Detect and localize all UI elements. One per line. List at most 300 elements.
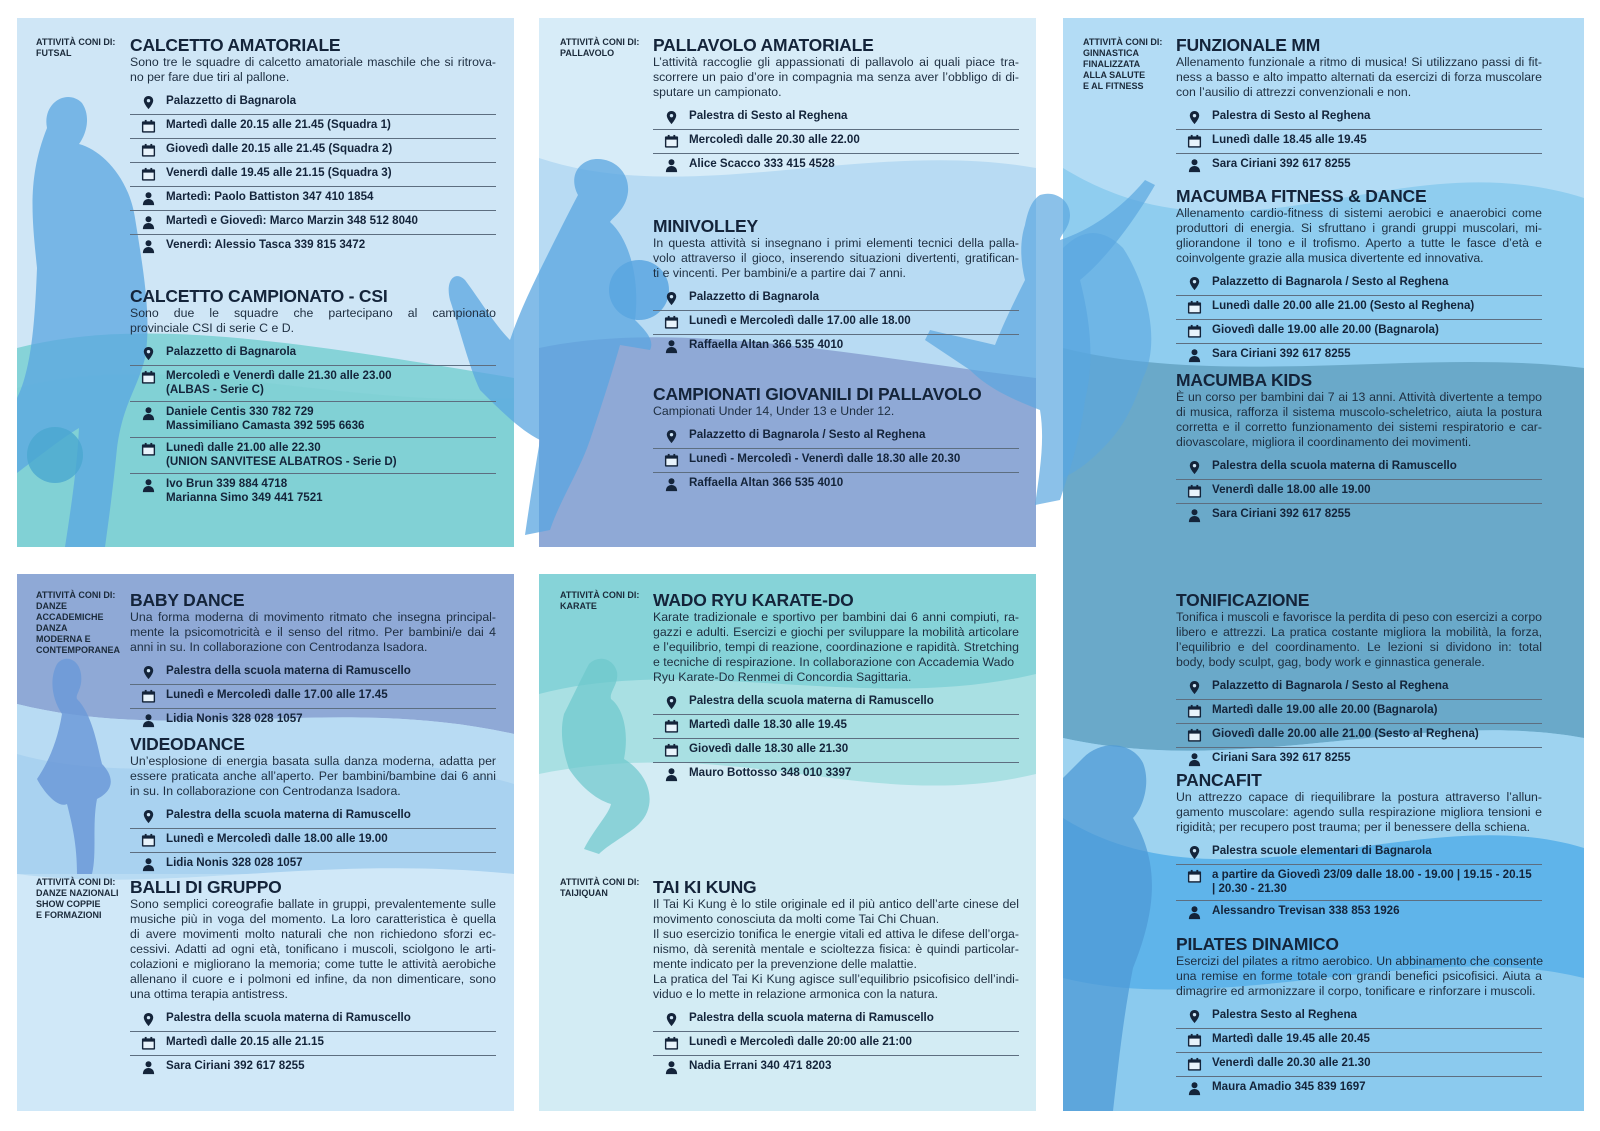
category-label [36,37,131,59]
description-line: sputare un campionato. [653,85,782,99]
info-row [1176,1029,1542,1053]
person-icon [653,1059,689,1075]
info-line: Martedì dalle 19.45 alle 20.45 [1212,1032,1370,1045]
category-line: SHOW COPPIE [36,899,101,909]
person-icon [1176,1080,1212,1096]
activity-info-list [653,1008,1019,1079]
calendar-icon [653,133,689,149]
info-text [689,1035,1019,1049]
calendar-icon [653,742,689,758]
description-line: body, body sculpt, gag, body work e ginnastica generale. [1176,655,1485,669]
description-line: In questa attività si insegnano i primi elementi tecnici della palla- [653,236,1019,250]
description-line: Il Tai Ki Kung è lo stile originale ed il più antico dell’arte cinese del [653,897,1019,911]
info-row [130,1008,496,1032]
category-line: CONTEMPORANEA [36,645,121,655]
activity-title: PILATES DINAMICO [1176,934,1339,954]
info-text [689,452,1019,466]
info-line: (ALBAS - Serie C) [166,383,264,396]
description-line: coinvolgente grazie alla musica divertente ed innovativa. [1176,251,1484,265]
person-icon [130,1059,166,1075]
info-line: Lunedì e Mercoledì dalle 18.00 alle 19.00 [166,832,388,845]
calendar-icon [1176,727,1212,743]
info-line: Palestra scuole elementari di Bagnarola [1212,844,1432,857]
info-text [689,338,1019,352]
activity-info-list [653,106,1019,177]
info-text [689,476,1019,490]
category-line: ATTIVITÀ CONI DI: [36,590,116,600]
info-row [653,130,1019,154]
info-text [1212,1056,1542,1070]
activity-title: CALCETTO AMATORIALE [130,35,341,55]
activity-info-list [130,342,496,509]
description-line: colazioni e migliorano la memoria; come tutte le attività aerobiche [130,957,496,971]
activity-block [1176,770,1542,924]
activity-info-list [130,661,496,732]
activity-info-list [1176,1005,1542,1100]
info-row [130,474,496,509]
info-row [1176,504,1542,527]
description-line: una remise en forme totale con grandi benefici psicofisici. Aiuta a [1176,969,1542,983]
description-line: movimento conosciuta da molti come Tai Chi Chuan. [653,912,940,926]
description-line: corretta e il corretto funzionamento dei sistemi respiratorio e car- [1176,420,1542,434]
info-line: Mercoledì e Venerdì dalle 21.30 alle 23.00 [166,369,392,382]
info-row [130,91,496,115]
info-row [653,106,1019,130]
info-row [653,763,1019,786]
description-line: Sono due le squadre che partecipano al campionato [130,306,496,320]
info-row [130,115,496,139]
map-pin-icon [1176,275,1212,291]
info-row [1176,1053,1542,1077]
info-row [1176,724,1542,748]
map-pin-icon [130,808,166,824]
description-line: anni in su. In collaborazione con Centrodanza Isadora. [130,640,428,654]
calendar-icon [1176,1032,1212,1048]
activity-description [130,610,496,655]
person-icon [130,856,166,872]
description-line: produttori di energia. Si sfruttano i grandi gruppi muscolari, mi- [1176,221,1542,235]
description-line: diovascolare, migliora il coordinamento dei movimenti. [1176,435,1472,449]
category-line: E AL FITNESS [1083,81,1144,91]
category-line: MODERNA E [36,634,91,644]
calendar-icon [130,688,166,704]
info-line: Lunedì e Mercoledì dalle 17.00 alle 17.45 [166,688,388,701]
description-line: di avere movimenti molto naturali che non richiedono sforzi ec- [130,927,496,941]
info-row [653,154,1019,177]
activity-title: WADO RYU KARATE-DO [653,590,854,610]
info-row [1176,901,1542,924]
description-line: provinciale CSI di serie C e D. [130,321,295,335]
info-text [166,238,496,252]
activity-title: MACUMBA KIDS [1176,370,1312,390]
info-line: Palestra della scuola materna di Ramuscello [166,1011,411,1024]
activity-title: MACUMBA FITNESS & DANCE [1176,186,1427,206]
info-row [1176,344,1542,367]
person-icon [130,214,166,230]
info-line: Lunedì - Mercoledì - Venerdì dalle 18.30 alle 20.30 [689,452,961,465]
info-text [1212,157,1542,171]
calendar-icon [653,718,689,734]
info-line: Palazzetto di Bagnarola / Sesto al Reghena [689,428,926,441]
info-line: Martedì: Paolo Battiston 347 410 1854 [166,190,374,203]
description-line: nismo, dà serenità mentale e scioltezza fisica: è quindi particolar- [653,942,1019,956]
calendar-icon [130,441,166,457]
info-text [1212,751,1542,765]
calendar-icon [1176,323,1212,339]
description-line: essere praticata anche all’aperto. Per bambini/bambine dai 6 anni [130,769,496,783]
info-text [689,718,1019,732]
info-row [1176,296,1542,320]
info-row [130,438,496,474]
description-line: Campionati Under 14, Under 13 e Under 12. [653,404,895,418]
activity-info-list [130,1008,496,1079]
description-line: cessivi. Adatti ad ogni età, tonificano i muscoli, sciolgono le arti- [130,942,496,956]
info-row [653,335,1019,358]
category-line: DANZA [36,623,68,633]
person-icon [130,477,166,493]
info-row [1176,480,1542,504]
info-line: a partire da Giovedì 23/09 dalle 18.00 - 19.00 | 19.15 - 20.15 [1212,868,1532,881]
info-text [166,688,496,702]
category-line: TAIJIQUAN [560,888,608,898]
activity-description [130,897,496,1002]
map-pin-icon [130,664,166,680]
activity-description [1176,390,1542,450]
info-line: Palazzetto di Bagnarola / Sesto al Reghena [1212,679,1449,692]
activity-block [1176,186,1542,367]
info-text [166,1059,496,1073]
info-line: Palestra della scuola materna di Ramuscello [689,1011,934,1024]
info-text [166,369,496,397]
description-line: L’attività raccoglie gli appassionati di pallavolo ai quali piace tra- [653,55,1019,69]
info-row [653,1056,1019,1079]
info-line: Palazzetto di Bagnarola [689,290,820,303]
info-row [130,187,496,211]
info-row [130,709,496,732]
info-line: Giovedì dalle 20.15 alle 21.45 (Squadra 2) [166,142,393,155]
info-row [130,235,496,258]
activity-info-list [130,805,496,876]
info-row [130,685,496,709]
description-line: Sono semplici coreografie ballate in gruppi, prevalentemente sulle [130,897,496,911]
description-line: gamento muscolare: agendo sulla respirazione migliora tensioni e [1176,805,1542,819]
info-line: Palazzetto di Bagnarola [166,345,297,358]
person-icon [1176,157,1212,173]
activity-info-list [1176,841,1542,924]
activity-description [130,55,496,85]
description-line: rigidità; per recupero post trauma; per il benessere della schiena. [1176,820,1531,834]
map-pin-icon [653,428,689,444]
map-pin-icon [1176,844,1212,860]
activity-title: FUNZIONALE MM [1176,35,1321,55]
person-icon [653,338,689,354]
info-row [1176,841,1542,865]
info-row [653,691,1019,715]
info-row [1176,1077,1542,1100]
calendar-icon [653,452,689,468]
calendar-icon [1176,133,1212,149]
info-text [166,345,496,359]
calendar-icon [130,369,166,385]
info-text [689,694,1019,708]
description-line: in su. In collaborazione con Centrodanza Isadora. [130,784,401,798]
calendar-icon [1176,299,1212,315]
info-line: Martedì dalle 19.00 alle 20.00 (Bagnarola) [1212,703,1438,716]
map-pin-icon [130,94,166,110]
info-line: Palestra di Sesto al Reghena [689,109,848,122]
activity-title: CAMPIONATI GIOVANILI DI PALLAVOLO [653,384,982,404]
info-text [166,664,496,678]
info-text [1212,275,1542,289]
activity-title: PALLAVOLO AMATORIALE [653,35,874,55]
info-line: Palestra della scuola materna di Ramuscello [166,664,411,677]
category-label [560,37,655,59]
info-text [166,118,496,132]
map-pin-icon [1176,679,1212,695]
activity-info-list [1176,272,1542,367]
activity-title: MINIVOLLEY [653,216,758,236]
info-line: Martedì dalle 20.15 alle 21.45 (Squadra 1) [166,118,391,131]
activity-block [1176,35,1542,177]
activity-info-list [1176,676,1542,771]
calendar-icon [130,166,166,182]
description-line: no per fare due tiri al pallone. [130,70,290,84]
activity-description [1176,954,1542,999]
description-line: Una forma moderna di movimento ritmato che insegna principal- [130,610,496,624]
info-row [1176,676,1542,700]
person-icon [130,238,166,254]
info-row [130,366,496,402]
info-row [653,287,1019,311]
description-line: scorrere un paio d’ore in compagnia ma senza aver l’obbligo di di- [653,70,1019,84]
activity-description [130,306,496,336]
info-line: Palestra della scuola materna di Ramuscello [689,694,934,707]
info-text [166,832,496,846]
description-line: Tonifica i muscoli e favorisce la perdita di peso con esercizi a corpo [1176,610,1542,624]
info-row [130,211,496,235]
info-line: Lidia Nonis 328 028 1057 [166,856,303,869]
activity-description [130,754,496,799]
info-line: Sara Ciriani 392 617 8255 [1212,507,1351,520]
info-text [166,214,496,228]
info-line: Marianna Simo 349 441 7521 [166,491,323,504]
person-icon [1176,507,1212,523]
info-line: (UNION SANVITESE ALBATROS - Serie D) [166,455,397,468]
info-row [130,829,496,853]
category-label [560,877,655,899]
info-text [1212,323,1542,337]
info-text [1212,1080,1542,1094]
info-row [130,342,496,366]
info-text [166,405,496,433]
info-line: Venerdì dalle 19.45 alle 21.15 (Squadra 3) [166,166,392,179]
map-pin-icon [653,1011,689,1027]
info-line: Palestra della scuola materna di Ramuscello [1212,459,1457,472]
info-text [166,1011,496,1025]
person-icon [130,712,166,728]
info-row [653,425,1019,449]
info-text [166,166,496,180]
activity-info-list [1176,456,1542,527]
description-line: una ottima terapia antistress. [130,987,288,1001]
info-line: Venerdì dalle 20.30 alle 21.30 [1212,1056,1371,1069]
activity-description [1176,610,1542,670]
category-label [560,590,655,612]
category-line: FUTSAL [36,48,72,58]
info-row [653,739,1019,763]
info-row [653,1008,1019,1032]
description-line: libero e attrezzi. La pratica costante migliora la mobilità, la forza, [1176,625,1542,639]
info-line: Maura Amadio 345 839 1697 [1212,1080,1366,1093]
activity-info-list [653,287,1019,358]
info-line: Venerdì: Alessio Tasca 339 815 3472 [166,238,366,251]
description-line: Un’esplosione di energia basata sulla danza moderna, adatta per [130,754,496,768]
description-line: ti e vincenti. Per bambini/e a partire dai 7 anni. [653,266,906,280]
info-line: Alessandro Trevisan 338 853 1926 [1212,904,1400,917]
info-line: Lunedì dalle 18.45 alle 19.45 [1212,133,1367,146]
info-text [689,1059,1019,1073]
activity-block [653,384,1019,496]
info-text [1212,1032,1542,1046]
info-row [1176,320,1542,344]
activity-description [653,236,1019,281]
info-line: Lidia Nonis 328 028 1057 [166,712,303,725]
info-row [130,805,496,829]
map-pin-icon [1176,109,1212,125]
info-row [653,449,1019,473]
info-line: Lunedì dalle 21.00 alle 22.30 [166,441,321,454]
info-text [166,712,496,726]
info-text [1212,507,1542,521]
activity-block [130,590,496,732]
info-text [1212,868,1542,896]
person-icon [653,157,689,173]
category-line: ATTIVITÀ CONI DI: [36,37,116,47]
activity-block [653,590,1019,786]
activity-info-list [1176,106,1542,177]
category-label [36,590,131,656]
info-text [1212,904,1542,918]
map-pin-icon [1176,1008,1212,1024]
activity-block [653,216,1019,358]
description-line: con l’ausilio di attrezzi convenzionali e non. [1176,85,1412,99]
category-line: KARATE [560,601,597,611]
info-line: Sara Ciriani 392 617 8255 [1212,347,1351,360]
info-text [166,808,496,822]
info-line: Palestra della scuola materna di Ramuscello [166,808,411,821]
activity-info-list [130,91,496,258]
category-label [1083,37,1178,92]
info-text [166,1035,496,1049]
person-icon [653,476,689,492]
info-row [653,311,1019,335]
description-line: volo attraverso il gioco, inserendo situazioni divertenti, gratifican- [653,251,1019,265]
info-line: Raffaella Altan 366 535 4010 [689,476,844,489]
activity-title: TONIFICAZIONE [1176,590,1310,610]
category-line: ATTIVITÀ CONI DI: [560,37,640,47]
info-text [1212,299,1542,313]
description-line: Sono tre le squadre di calcetto amatoriale maschile che si ritrova- [130,55,496,69]
info-row [1176,1005,1542,1029]
info-row [1176,700,1542,724]
info-text [166,856,496,870]
map-pin-icon [1176,459,1212,475]
person-icon [653,766,689,782]
info-row [1176,272,1542,296]
category-line: ALLA SALUTE [1083,70,1146,80]
activity-block [1176,370,1542,527]
activity-title: CALCETTO CAMPIONATO - CSI [130,286,388,306]
info-text [166,441,496,469]
info-row [130,402,496,438]
description-line: dimagrire ed armonizzare il corpo, tonificare e rinforzare i muscoli. [1176,984,1536,998]
info-line: Giovedì dalle 20.00 alle 21.00 (Sesto al Reghena) [1212,727,1479,740]
info-row [1176,456,1542,480]
activity-block [653,35,1019,177]
info-text [1212,483,1542,497]
activity-block [653,877,1019,1079]
calendar-icon [653,314,689,330]
info-line: Raffaella Altan 366 535 4010 [689,338,844,351]
map-pin-icon [130,345,166,361]
info-line: Sara Ciriani 392 617 8255 [166,1059,305,1072]
info-text [689,766,1019,780]
calendar-icon [1176,868,1212,884]
activity-title: TAI KI KUNG [653,877,757,897]
category-line: ATTIVITÀ CONI DI: [36,877,116,887]
activity-title: PANCAFIT [1176,770,1262,790]
info-line: Venerdì dalle 18.00 alle 19.00 [1212,483,1371,496]
info-text [1212,844,1542,858]
description-line: Esercizi del pilates a ritmo aerobico. Un abbinamento che consente [1176,954,1544,968]
activity-description [653,55,1019,100]
description-line: mente la psicomotricità e il senso del ritmo. Per bambini/e dai 4 [130,625,496,639]
description-line: mente indicato per la prevenzione delle malattie. [653,957,917,971]
info-row [130,853,496,876]
map-pin-icon [130,1011,166,1027]
info-text [1212,727,1542,741]
info-line: Martedì dalle 18.30 alle 19.45 [689,718,847,731]
person-icon [1176,904,1212,920]
category-label [36,877,131,921]
info-text [689,314,1019,328]
info-line: | 20.30 - 21.30 [1212,882,1287,895]
info-line: Lunedì dalle 20.00 alle 21.00 (Sesto al Reghena) [1212,299,1475,312]
calendar-icon [1176,1056,1212,1072]
info-row [653,473,1019,496]
person-icon [1176,347,1212,363]
info-line: Mauro Bottosso 348 010 3397 [689,766,852,779]
person-icon [130,405,166,421]
info-line: Ciriani Sara 392 617 8255 [1212,751,1351,764]
info-line: Lunedì e Mercoledì dalle 20:00 alle 21:00 [689,1035,912,1048]
description-line: ness a basso e alto impatto alternati da esercizi di forza muscolare [1176,70,1542,84]
map-pin-icon [653,290,689,306]
activity-info-list [653,691,1019,786]
description-line: Allenamento cardio-fitness di sistemi aerobici e anaerobici come [1176,206,1542,220]
map-pin-icon [653,694,689,710]
info-text [1212,109,1542,123]
info-text [166,94,496,108]
activity-block [130,877,496,1079]
activity-description [1176,790,1542,835]
category-line: ACCADEMICHE [36,612,104,622]
activity-title: BALLI DI GRUPPO [130,877,282,897]
activity-block [1176,934,1542,1100]
category-line: ATTIVITÀ CONI DI: [560,877,640,887]
info-line: Mercoledì dalle 20.30 alle 22.00 [689,133,860,146]
info-row [130,1056,496,1079]
